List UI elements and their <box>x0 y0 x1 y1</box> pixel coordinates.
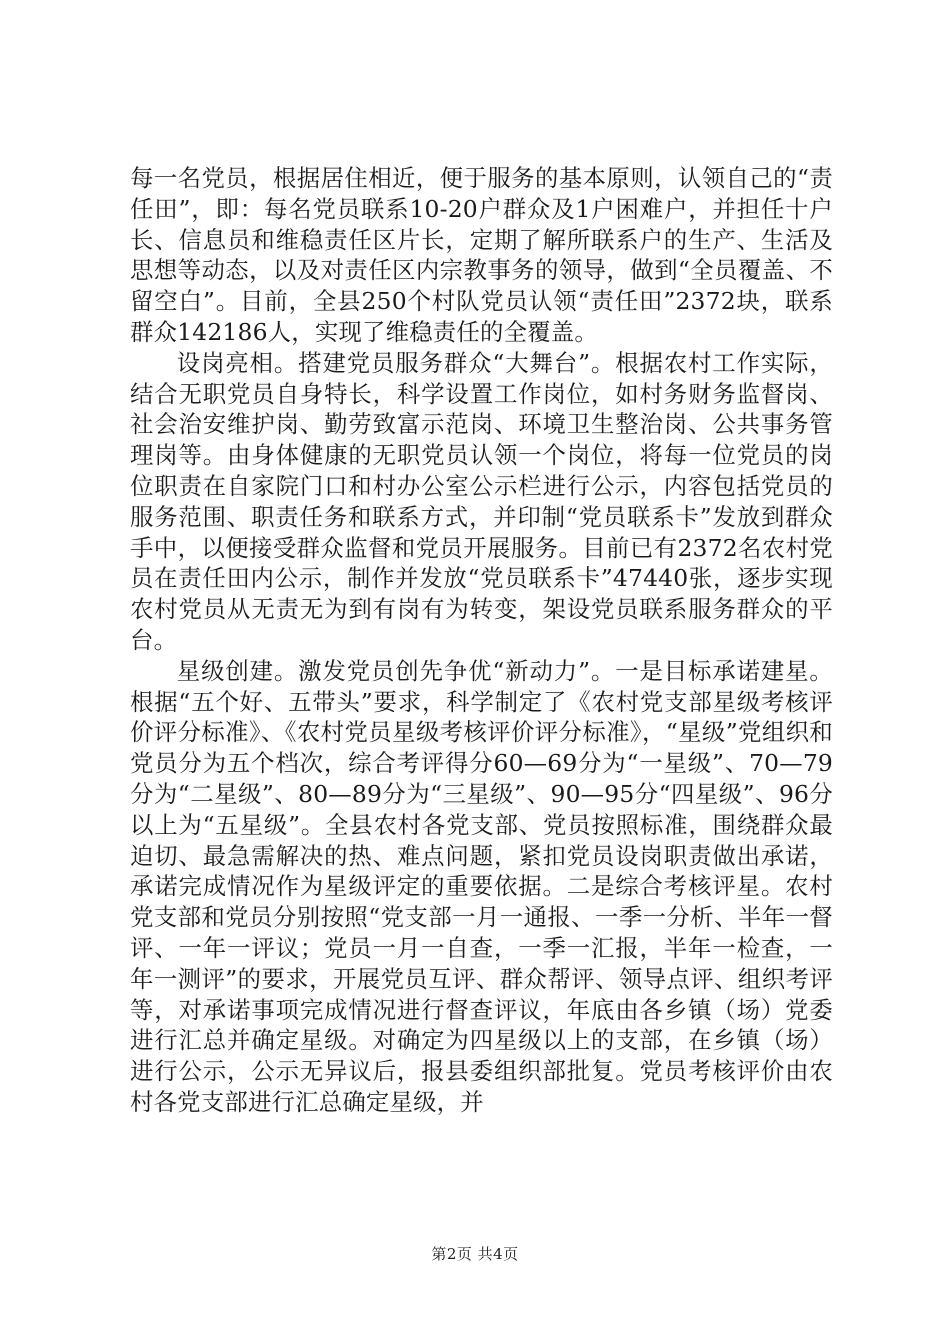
paragraph-post-setup: 设岗亮相。搭建党员服务群众“大舞台”。根据农村工作实际，结合无职党员自身特长，科学设置工作岗位，如村务财务监督岗、社会治安维护岗、勤劳致富示范岗、环境卫生整治岗、公共事务管理岗等。由身体健康的无职党员认领一个岗位，将每一位党员的岗位职责在自家院门口和村办公室公示栏进行公示，内容包括党员的服务范围、职责任务和联系方式，并印制“党员联系卡”发放到群众手中，以便接受群众监督和党员开展服务。目前已有2372名农村党员在责任田内公示，制作并发放“党员联系卡”47440张，逐步实现农村党员从无责无为到有岗有为转变，架设党员联系服务群众的平台。 <box>130 348 833 654</box>
body-text <box>130 163 833 1118</box>
paragraph-continuation: 每一名党员，根据居住相近，便于服务的基本原则，认领自己的“责任田”，即：每名党员联系10-20户群众及1户困难户，并担任十户长、信息员和维稳责任区片长，定期了解所联系户的生产、生活及思想等动态，以及对责任区内宗教事务的领导，做到“全员覆盖、不留空白”。目前，全县250个村队党员认领“责任田”2372块，联系群众142186人，实现了维稳责任的全覆盖。 <box>130 164 833 346</box>
page-footer: 第2页 共4页 <box>431 1245 519 1263</box>
paragraph-star-rating: 星级创建。激发党员创先争优“新动力”。一是目标承诺建星。根据“五个好、五带头”要求，科学制定了《农村党支部星级考核评价评分标准》、《农村党员星级考核评价评分标准》，“星级”党组织和党员分为五个档次，综合考评得分60—69分为“一星级”、70—79分为“二星级”、80—89分为“三星级”、90—95分“四星级”、96分以上为“五星级”。全县农村各党支部、党员按照标准，围绕群众最迫切、最急需解决的热、难点问题，紧扣党员设岗职责做出承诺，承诺完成情况作为星级评定的重要依据。二是综合考核评星。农村党支部和党员分别按照“党支部一月一通报、一季一分析、半年一督评、一年一评议；党员一月一自查，一季一汇报，半年一检查，一年一测评”的要求，开展党员互评、群众帮评、领导点评、组织考评等，对承诺事项完成情况进行督查评议，年底由各乡镇（场）党委进行汇总并确定星级。对确定为四星级以上的支部，在乡镇（场）进行公示，公示无异议后，报县委组织部批复。党员考核评价由农村各党支部进行汇总确定星级，并 <box>130 656 833 1116</box>
